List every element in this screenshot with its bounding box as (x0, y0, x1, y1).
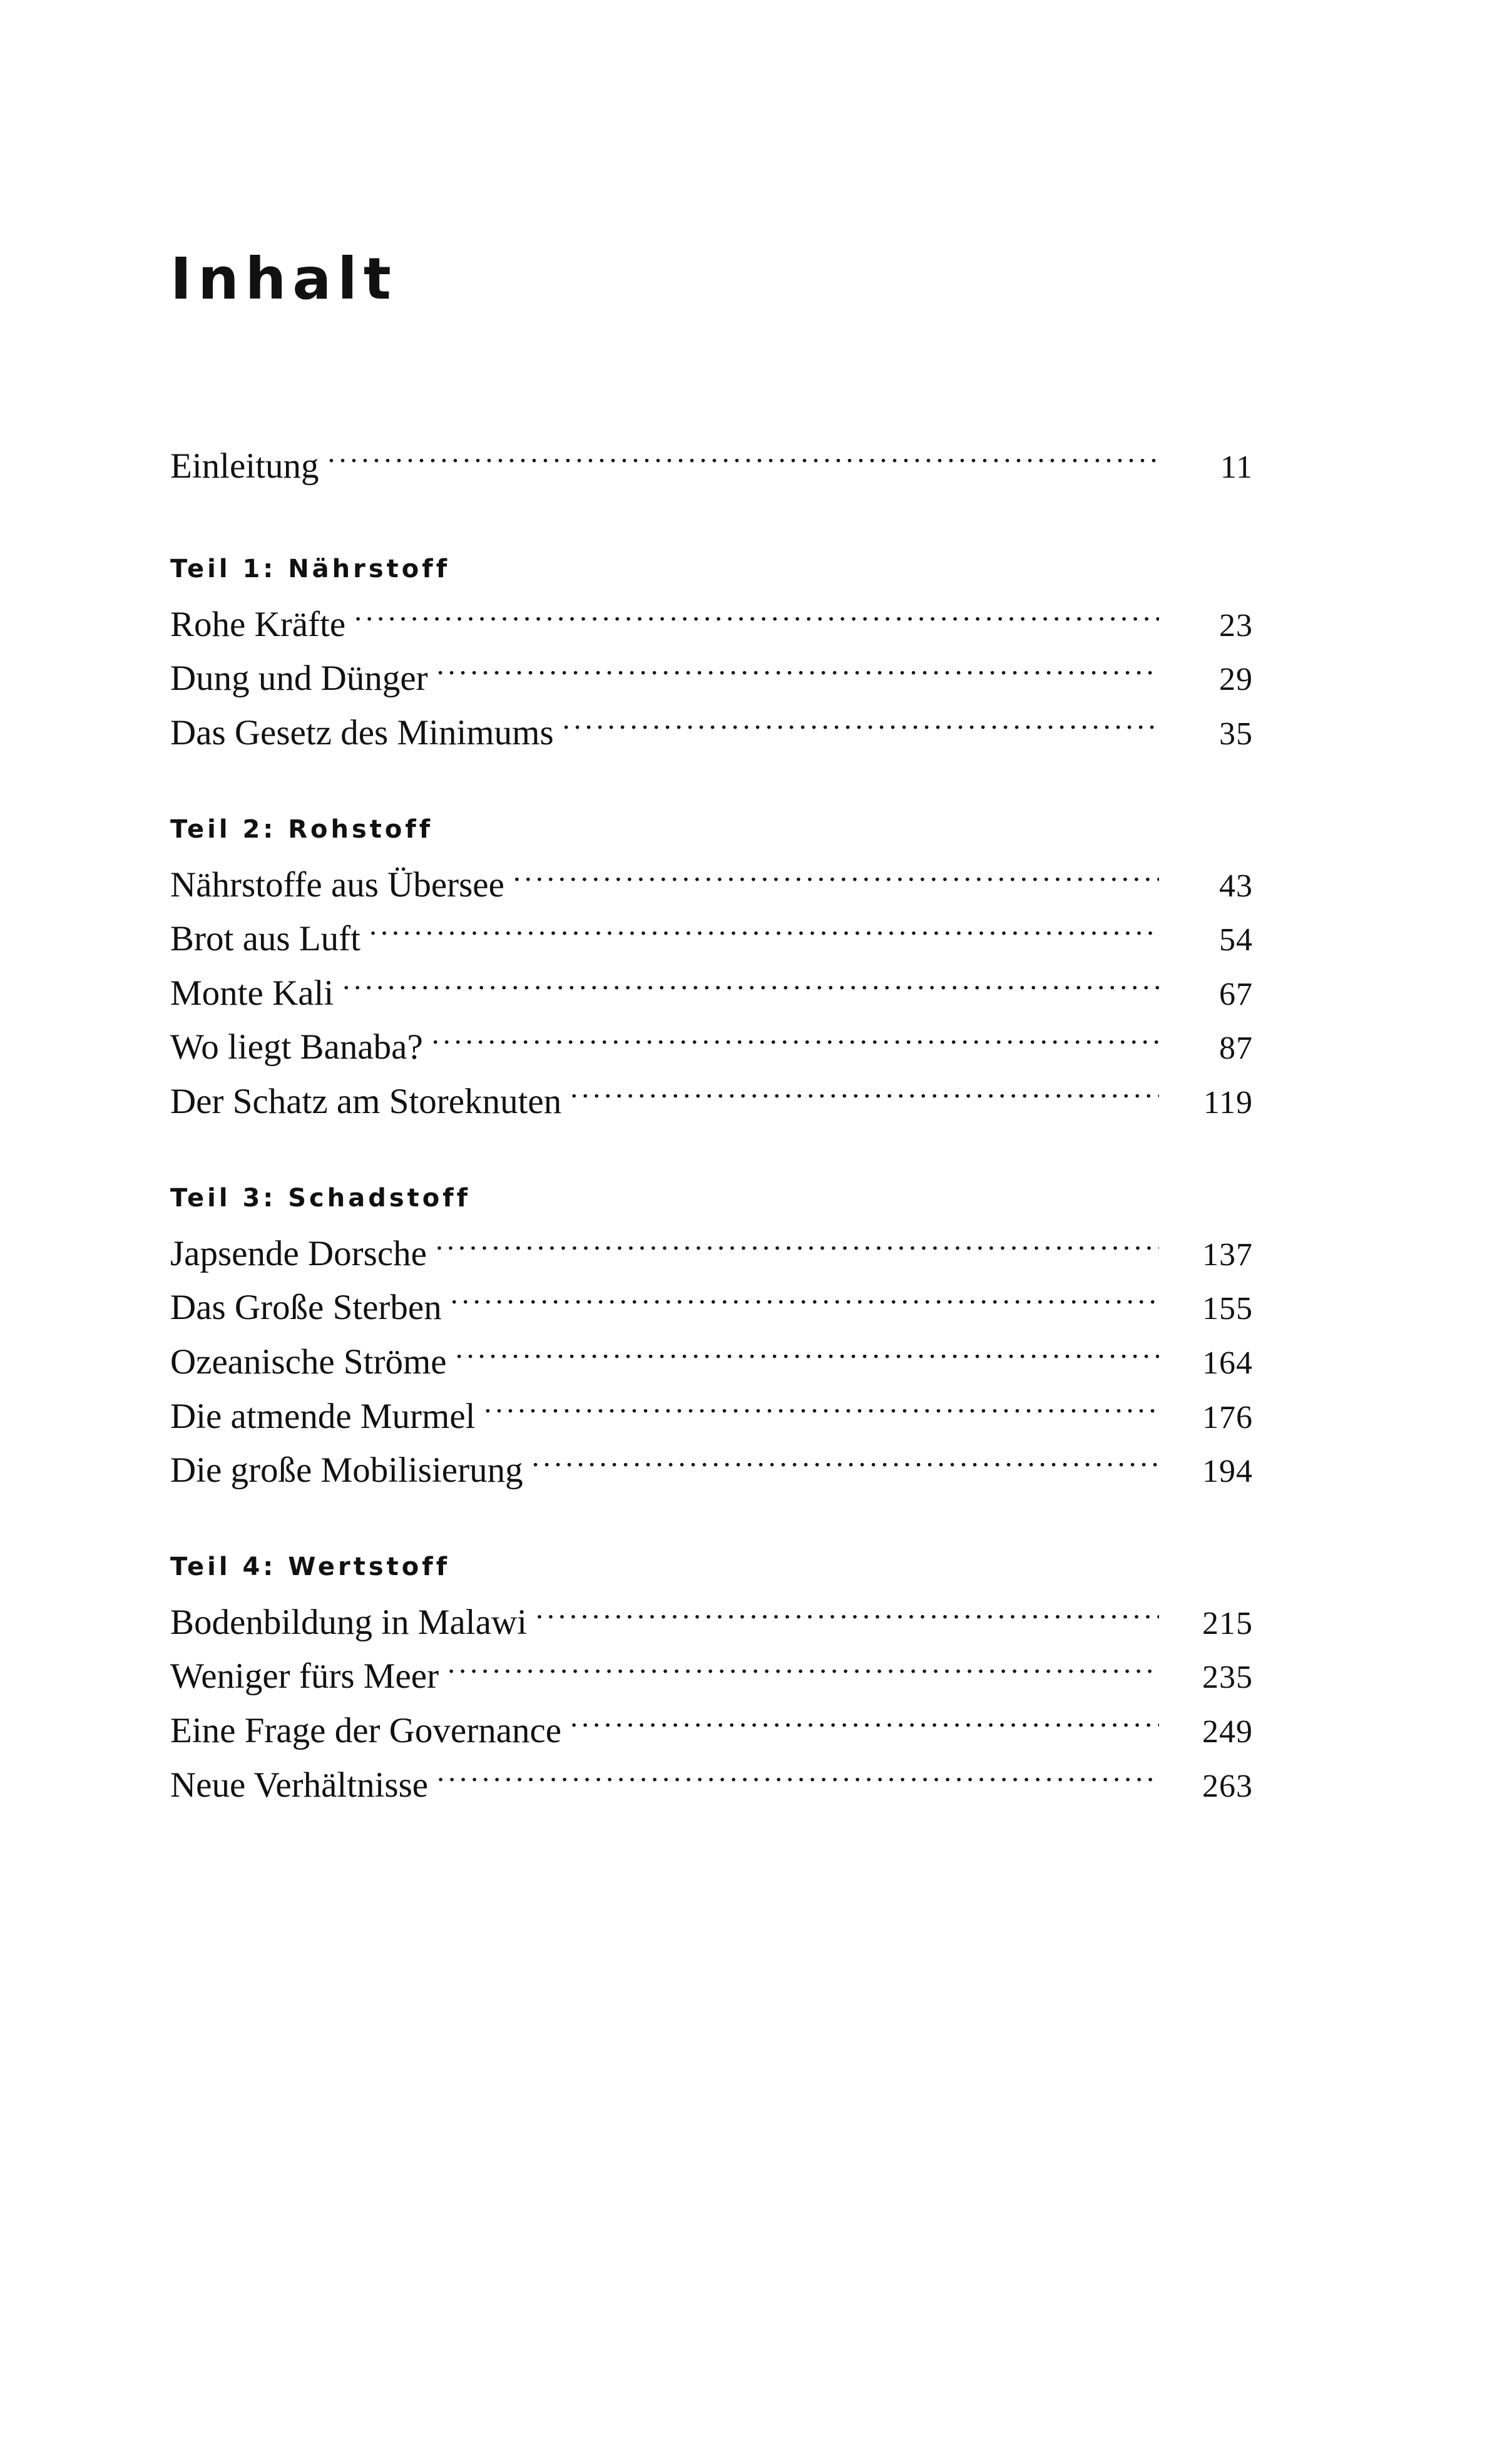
dot-leader (513, 861, 1159, 896)
toc-entry[interactable] (170, 598, 1253, 652)
toc-entry-page: 155 (1202, 1291, 1253, 1327)
toc-entry[interactable] (170, 1650, 1253, 1704)
toc-part-3 (170, 1183, 1253, 1498)
toc-entry-label: Das Gesetz des Minimums (170, 712, 554, 752)
toc-entry-page: 263 (1202, 1768, 1253, 1804)
toc-entry-label: Weniger fürs Meer (170, 1656, 439, 1697)
toc-entry-page: 67 (1219, 976, 1253, 1012)
toc-entry[interactable] (170, 912, 1253, 967)
toc-part-heading: Teil 1: Nährstoff (170, 554, 451, 583)
toc-entry-page: 23 (1219, 607, 1253, 644)
dot-leader (451, 1283, 1159, 1319)
dot-leader (369, 915, 1159, 950)
toc-entry-label: Nährstoffe aus Übersee (170, 865, 504, 905)
toc-entry-label: Eine Frage der Governance (170, 1711, 562, 1750)
toc-entry-page: 87 (1219, 1030, 1253, 1067)
toc-part-heading: Teil 2: Rohstoff (170, 814, 434, 844)
toc-entry-label: Neue Verhältnisse (170, 1765, 429, 1805)
toc-part-heading: Teil 4: Wertstoff (170, 1552, 451, 1581)
toc-entry-page: 29 (1219, 662, 1253, 698)
toc-entry-label: Monte Kali (170, 973, 334, 1013)
toc-entry-label: Die atmende Murmel (170, 1396, 476, 1436)
dot-leader (532, 1446, 1159, 1482)
dot-leader (354, 600, 1159, 636)
dot-leader (570, 1077, 1159, 1113)
dot-leader (342, 969, 1159, 1005)
toc-entry-label: Der Schatz am Storeknuten (170, 1082, 562, 1121)
toc-entry-page: 119 (1203, 1085, 1253, 1121)
toc-entry[interactable] (170, 858, 1253, 913)
toc-entry-page: 249 (1202, 1714, 1253, 1750)
toc-entry-page: 194 (1202, 1454, 1253, 1490)
dot-leader (563, 709, 1159, 744)
toc-intro-group (170, 439, 1253, 494)
dot-leader (570, 1707, 1159, 1742)
toc-entry[interactable] (170, 439, 1253, 494)
toc-entry-page: 215 (1202, 1605, 1253, 1641)
toc-entry[interactable] (170, 1227, 1253, 1281)
dot-leader (456, 1338, 1159, 1373)
toc-entry[interactable] (170, 1281, 1253, 1335)
toc-entry-label: Dung und Dünger (170, 659, 428, 699)
toc-entry-label: Brot aus Luft (170, 919, 360, 959)
toc-entry[interactable] (170, 1390, 1253, 1444)
table-of-contents (170, 245, 1253, 1812)
toc-part-4 (170, 1552, 1253, 1813)
dot-leader (432, 1023, 1159, 1059)
dot-leader (536, 1598, 1159, 1634)
dot-leader (436, 1229, 1159, 1265)
toc-entry[interactable] (170, 706, 1253, 761)
toc-entry-page: 176 (1202, 1399, 1253, 1435)
toc-entry[interactable] (170, 1758, 1253, 1813)
toc-entry-page: 54 (1219, 922, 1253, 958)
toc-entry-label: Einleitung (170, 446, 319, 486)
toc-entry-page: 137 (1202, 1236, 1253, 1273)
toc-entry-label: Japsende Dorsche (170, 1233, 427, 1273)
toc-entry[interactable] (170, 967, 1253, 1021)
dot-leader (484, 1392, 1159, 1428)
toc-entry[interactable] (170, 1335, 1253, 1390)
page-title: Inhalt (170, 245, 397, 312)
dot-leader (447, 1652, 1159, 1688)
toc-entry-page: 11 (1220, 449, 1253, 485)
toc-entry[interactable] (170, 1596, 1253, 1650)
toc-entry[interactable] (170, 1704, 1253, 1758)
toc-entry[interactable] (170, 1075, 1253, 1129)
toc-entry-label: Wo liegt Banaba? (170, 1027, 423, 1067)
toc-entry-page: 43 (1219, 868, 1253, 904)
toc-entry-label: Die große Mobilisierung (170, 1450, 523, 1491)
toc-entry-label: Ozeanische Ströme (170, 1342, 447, 1382)
toc-entry-label: Das Große Sterben (170, 1288, 442, 1328)
toc-entry-label: Bodenbildung in Malawi (170, 1602, 527, 1642)
dot-leader (437, 1761, 1159, 1797)
toc-entry[interactable] (170, 652, 1253, 706)
toc-part-1 (170, 554, 1253, 761)
dot-leader (327, 442, 1159, 478)
toc-entry-page: 235 (1202, 1660, 1253, 1696)
toc-part-heading: Teil 3: Schadstoff (170, 1183, 471, 1213)
toc-entry-label: Rohe Kräfte (170, 604, 346, 644)
toc-entry-page: 164 (1202, 1345, 1253, 1381)
toc-entry[interactable] (170, 1444, 1253, 1498)
toc-entry-page: 35 (1219, 716, 1253, 752)
toc-entry[interactable] (170, 1020, 1253, 1075)
dot-leader (437, 654, 1159, 690)
toc-part-2 (170, 814, 1253, 1129)
